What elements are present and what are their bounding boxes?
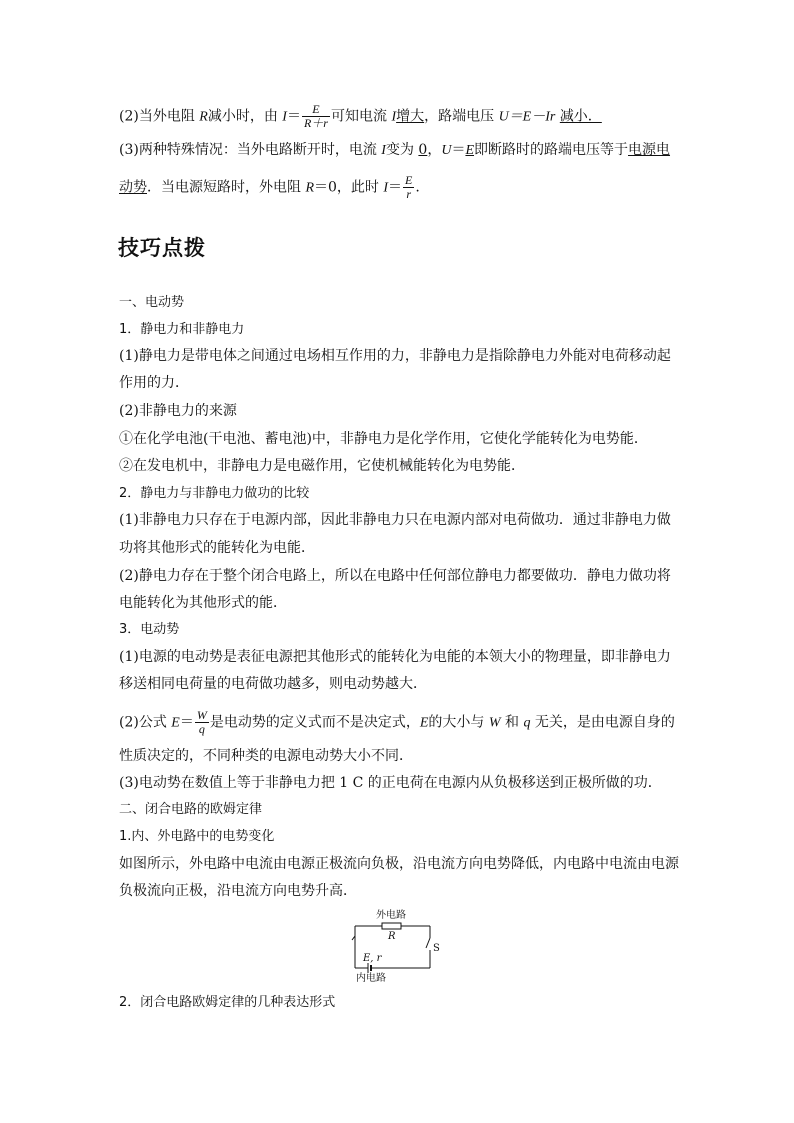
var-I: I (381, 143, 386, 158)
denominator: R＋r (303, 116, 328, 130)
text: (3)两种特殊情况：当外电路断开时，电流 (119, 142, 382, 158)
paragraph-line: ①在化学电池(干电池、蓄电池)中，非静电力是化学作用，它使化学能转化为电势能． (119, 431, 648, 447)
var-E: E (171, 715, 180, 731)
text: 减小时，由 (207, 108, 283, 125)
var-I: I (383, 180, 389, 196)
paragraph-line: (1)电源的电动势是表征电源把其他形式的能转化为电能的本领大小的物理量，即非静电力 (119, 649, 671, 665)
var-I: I (391, 109, 397, 125)
paragraph-line: 移送相同电荷量的电荷做功越多，则电动势越大． (119, 676, 427, 692)
section-title: 一、电动势 (119, 295, 185, 310)
text: . (415, 179, 420, 196)
text: 变为 (385, 142, 419, 158)
paragraph-line: 性质决定的，不同种类的电源电动势大小不同． (119, 748, 413, 764)
subsection-title: 2．闭合电路欧姆定律的几种表达形式 (119, 995, 336, 1010)
text: ＝0，此时 (314, 179, 384, 196)
switch (426, 938, 430, 948)
subsection-title: 1．静电力和非静电力 (119, 322, 245, 337)
var-R: R (305, 180, 315, 196)
var-U: U (441, 143, 452, 158)
text: 无关，是由电源自身的 (530, 714, 675, 731)
var-U: U (498, 109, 509, 125)
paragraph-line: (2)非静电力的来源 (119, 403, 237, 419)
numerator: W (196, 708, 207, 722)
underlined-answer: 减小． (559, 108, 602, 125)
numerator: E (302, 103, 330, 117)
outer-circuit-label: 外电路 (376, 910, 406, 921)
underlined-answer: 0 (418, 142, 428, 158)
fraction-W-over-q (195, 709, 209, 736)
underlined-answer: 电源电 (628, 142, 671, 158)
text: 是电动势的定义式而不是决定式， (209, 714, 420, 731)
paragraph-line: (2)静电力存在于整个闭合电路上，所以在电路中任何部位静电力都要做功．静电力做功将 (119, 568, 671, 584)
text: 的大小与 (428, 714, 489, 731)
source-label: E, r (363, 953, 382, 964)
subsection-title: 3．电动势 (119, 622, 180, 637)
paragraph-line: 作用的力． (119, 375, 189, 391)
text: ．当电源短路时，外电阻 (147, 179, 306, 196)
text: ＝ (388, 179, 403, 196)
text: (2)当外电阻 (119, 108, 200, 125)
section-title: 二、闭合电路的欧姆定律 (119, 802, 263, 817)
fraction-E-over-R-plus-r (302, 103, 330, 130)
paragraph-line: 如图所示，外电路中电流由电源正极流向负极，沿电流方向电势降低，内电路中电流由电源 (119, 856, 679, 872)
paragraph-special-cases-line1 (119, 140, 670, 161)
formula: ＝E－Ir (508, 109, 556, 125)
text: 可知电流 (330, 108, 392, 125)
inner-circuit-label: 内电路 (356, 973, 386, 984)
var-I: I (282, 109, 287, 125)
text: 和 (500, 714, 524, 731)
text: ＝ (451, 142, 466, 158)
paragraph-line: ②在发电机中，非静电力是电磁作用，它使机械能转化为电势能． (119, 458, 525, 474)
underlined-answer: 增大 (396, 108, 425, 125)
text: ，路端电压 (424, 108, 499, 125)
fraction-E-over-r (403, 174, 414, 201)
paragraph-line: (3)电动势在数值上等于非静电力把 1 C 的正电荷在电源内从负极移送到正极所做的功． (119, 775, 662, 791)
section-heading: 技巧点拨 (118, 236, 206, 260)
resistor-label: R (388, 931, 396, 942)
text: 即断路时的路端电压等于 (474, 142, 629, 158)
paragraph-line: 负极流向正极，沿电流方向电势升高． (119, 883, 357, 899)
underlined-answer: 动势 (119, 179, 147, 196)
paragraph-special-cases-line2 (119, 174, 420, 201)
underlined-answer: E (465, 143, 475, 158)
denominator: r (406, 187, 412, 201)
paragraph-emf-formula (119, 709, 675, 736)
var-R: R (199, 109, 208, 125)
numerator: E (405, 173, 413, 187)
circuit-diagram (348, 906, 444, 984)
text: ＝ (179, 714, 194, 731)
var-W: W (488, 715, 501, 731)
text: ＝ (286, 108, 301, 125)
text: (2)公式 (119, 714, 172, 731)
subsection-title: 2．静电力与非静电力做功的比较 (119, 486, 310, 501)
resistor (382, 923, 401, 929)
paragraph-line: 电能转化为其他形式的能． (119, 595, 287, 611)
paragraph-line: (1)静电力是带电体之间通过电场相互作用的力，非静电力是指除静电力外能对电荷移动起 (119, 348, 671, 364)
switch-label: S (433, 943, 440, 954)
var-q: q (523, 715, 531, 731)
text: ， (427, 142, 442, 158)
var-E: E (419, 715, 429, 731)
denominator: q (198, 722, 205, 736)
subsection-title: 1.内、外电路中的电势变化 (119, 829, 275, 844)
paragraph-line: 功将其他形式的能转化为电能． (119, 540, 315, 556)
paragraph-resistance-decrease (119, 103, 602, 130)
paragraph-line: (1)非静电力只存在于电源内部，因此非静电力只在电源内部对电荷做功．通过非静电力做 (119, 512, 671, 528)
